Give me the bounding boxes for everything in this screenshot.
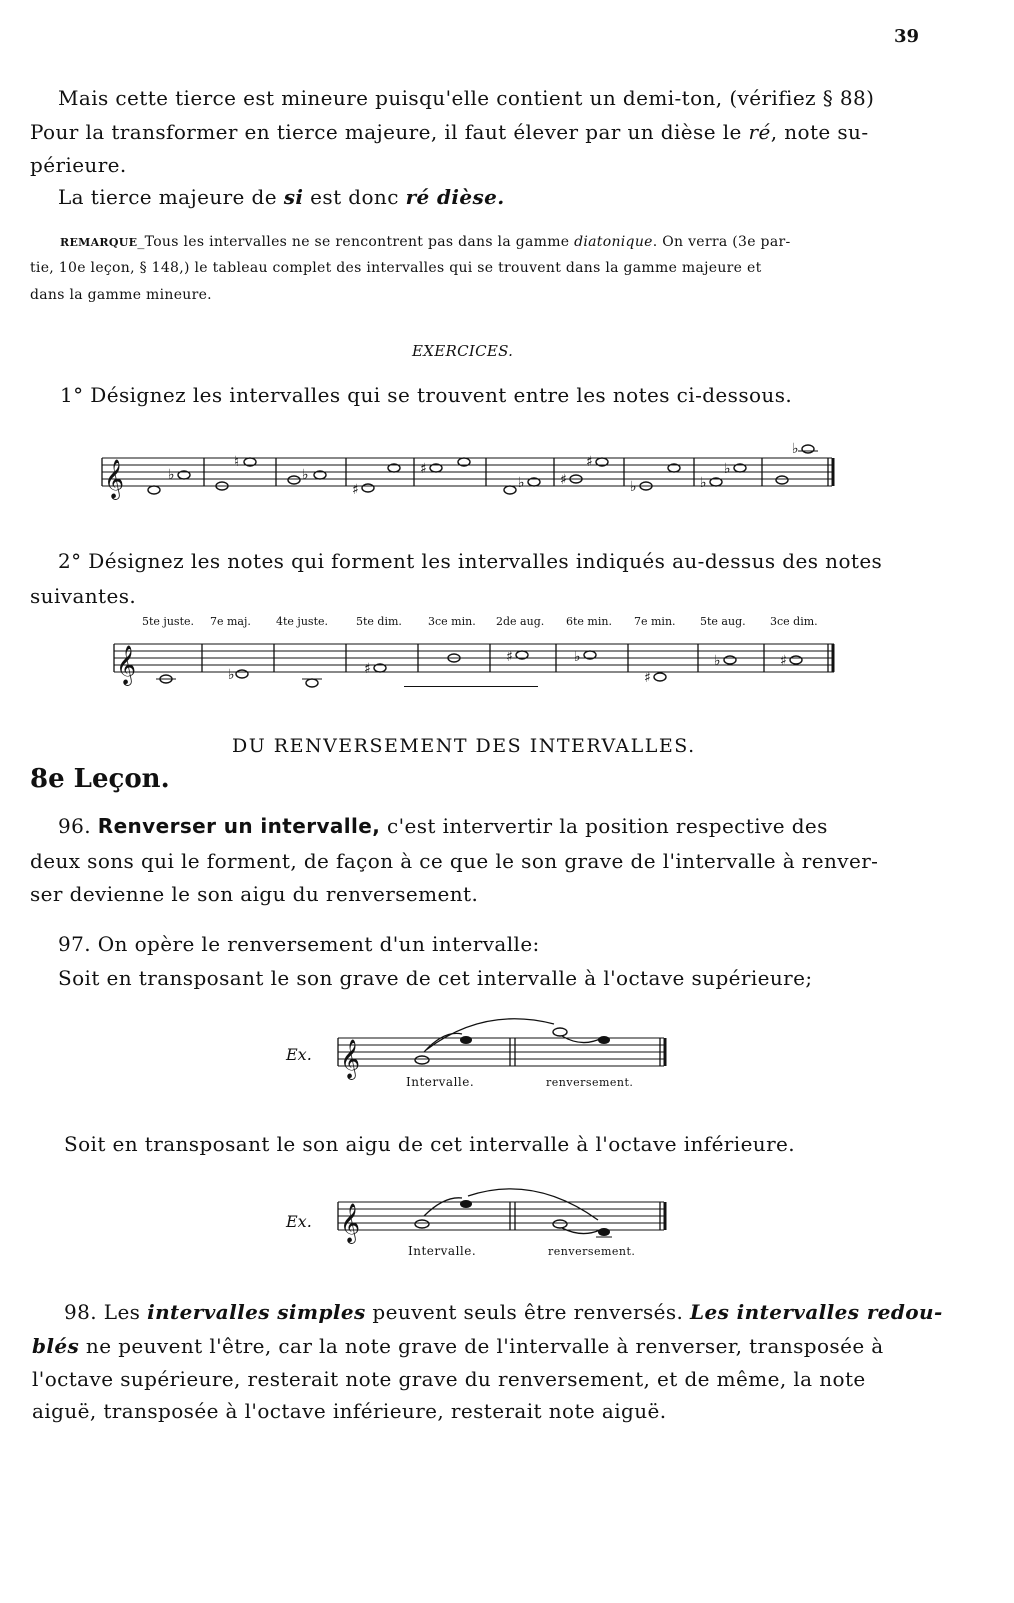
para-97-line: 97. On opère le renversement d'un intervalle: [58, 932, 540, 956]
interval-label: 6te min. [566, 615, 612, 628]
staff-caption: Intervalle. [406, 1075, 475, 1089]
para-98-line: l'octave supérieure, resterait note grave du renversement, et de même, la note [32, 1367, 866, 1391]
text-span: Les intervalles redou- [690, 1300, 943, 1324]
staff-exercise-2 [110, 632, 850, 702]
interval-label: 7e maj. [210, 615, 251, 628]
treble-clef-icon: 𝄞 [104, 459, 125, 499]
para-96-line: ser devienne le son aigu du renversement. [30, 882, 479, 906]
svg-text:♯: ♯ [644, 670, 651, 686]
svg-text:♭: ♭ [518, 475, 525, 491]
svg-text:♭: ♭ [724, 461, 731, 477]
para-98-line: aiguë, transposée à l'octave inférieure, resterait note aiguë. [32, 1399, 667, 1423]
text-span: ré dièse. [405, 185, 505, 209]
example-label: Ex. [286, 1212, 312, 1231]
staff-example-2 [334, 1180, 674, 1250]
svg-text:♯: ♯ [780, 653, 787, 669]
text-span: c'est intervertir la position respective des [380, 814, 828, 838]
svg-text:♮: ♮ [234, 454, 240, 470]
text-span: , note su- [770, 120, 869, 144]
para-line: Mais cette tierce est mineure puisqu'elle contient un demi-ton, (vérifiez § 88) [58, 86, 875, 110]
para-number: 96. [58, 814, 92, 838]
staff-caption: Intervalle. [408, 1244, 477, 1258]
svg-text:♭: ♭ [714, 653, 721, 669]
staff-exercise-1 [98, 440, 838, 510]
text-span: blés [32, 1334, 80, 1358]
svg-text:♭: ♭ [792, 441, 799, 457]
interval-label: 3ce min. [428, 615, 476, 628]
interval-label: 2de aug. [496, 615, 545, 628]
defined-term: Renverser un intervalle, [97, 814, 381, 838]
para-97-line: Soit en transposant le son aigu de cet intervalle à l'octave inférieure. [64, 1132, 796, 1156]
example-label: Ex. [286, 1045, 312, 1064]
interval-label: 5te aug. [700, 615, 746, 628]
interval-label: 3ce dim. [770, 615, 818, 628]
text-span: 98. Les [64, 1300, 148, 1324]
text-span: intervalles simples [147, 1300, 366, 1324]
page-number: 39 [894, 26, 920, 47]
remarque-line: tie, 10e leçon, § 148,) le tableau complet des intervalles qui se trouvent dans la gamme majeure et [30, 260, 762, 276]
para-line [30, 120, 868, 144]
para-96-line: deux sons qui le forment, de façon à ce que le son grave de l'intervalle à renver- [30, 849, 879, 873]
svg-text:♯: ♯ [420, 461, 427, 477]
text-span: peuvent seuls être renversés. [365, 1300, 691, 1324]
svg-text:♭: ♭ [302, 467, 309, 483]
text-span: si [283, 185, 304, 209]
para-line: périeure. [30, 153, 127, 177]
exercise-2-cont: suivantes. [30, 584, 137, 608]
lesson-heading: DU RENVERSEMENT DES INTERVALLES. [232, 735, 696, 757]
interval-label: 5te juste. [142, 615, 194, 628]
para-line [58, 185, 505, 209]
para-96-line [58, 814, 828, 838]
svg-text:♯: ♯ [352, 482, 359, 498]
svg-text:♭: ♭ [168, 467, 175, 483]
text-span: . On verra (3e par- [652, 234, 791, 250]
remarque-line [60, 234, 791, 250]
svg-text:♯: ♯ [586, 454, 593, 470]
staff-caption: renversement. [548, 1245, 636, 1258]
treble-clef-icon: 𝄞 [340, 1203, 361, 1243]
svg-text:♭: ♭ [574, 649, 581, 665]
text-span: ne peuvent l'être, car la note grave de l'intervalle à renverser, transposée à [79, 1334, 884, 1358]
svg-text:♯: ♯ [506, 649, 513, 665]
svg-text:♯: ♯ [560, 472, 567, 488]
text-span: _Tous les intervalles ne se rencontrent pas dans la gamme [137, 234, 575, 250]
staff-caption: renversement. [546, 1076, 634, 1089]
svg-text:♯: ♯ [364, 661, 371, 677]
exercise-1: 1° Désignez les intervalles qui se trouvent entre les notes ci-dessous. [60, 383, 793, 407]
svg-text:♭: ♭ [228, 667, 235, 683]
treble-clef-icon: 𝄞 [116, 645, 137, 685]
text-span: est donc [303, 185, 406, 209]
treble-clef-icon: 𝄞 [340, 1039, 361, 1079]
para-98-line [32, 1334, 884, 1358]
interval-label: 4te juste. [276, 615, 328, 628]
separator-rule [404, 686, 538, 687]
para-98-line [64, 1300, 943, 1324]
exercices-title: EXERCICES. [412, 342, 514, 360]
lesson-number: 8e Leçon. [30, 764, 170, 794]
svg-text:♭: ♭ [630, 479, 637, 495]
svg-text:♭: ♭ [700, 475, 707, 491]
remarque-label: REMARQUE [60, 236, 138, 249]
para-97-line: Soit en transposant le son grave de cet intervalle à l'octave supérieure; [58, 966, 813, 990]
exercise-2: 2° Désignez les notes qui forment les intervalles indiqués au-dessus des notes [58, 549, 883, 573]
text-span: ré [748, 120, 771, 144]
text-span: diatonique [574, 234, 653, 250]
interval-label: 5te dim. [356, 615, 402, 628]
remarque-line: dans la gamme mineure. [30, 287, 212, 303]
text-span: Pour la transformer en tierce majeure, il faut élever par un dièse le [30, 120, 749, 144]
interval-label: 7e min. [634, 615, 676, 628]
staff-example-1 [334, 1012, 674, 1082]
text-span: La tierce majeure de [58, 185, 284, 209]
